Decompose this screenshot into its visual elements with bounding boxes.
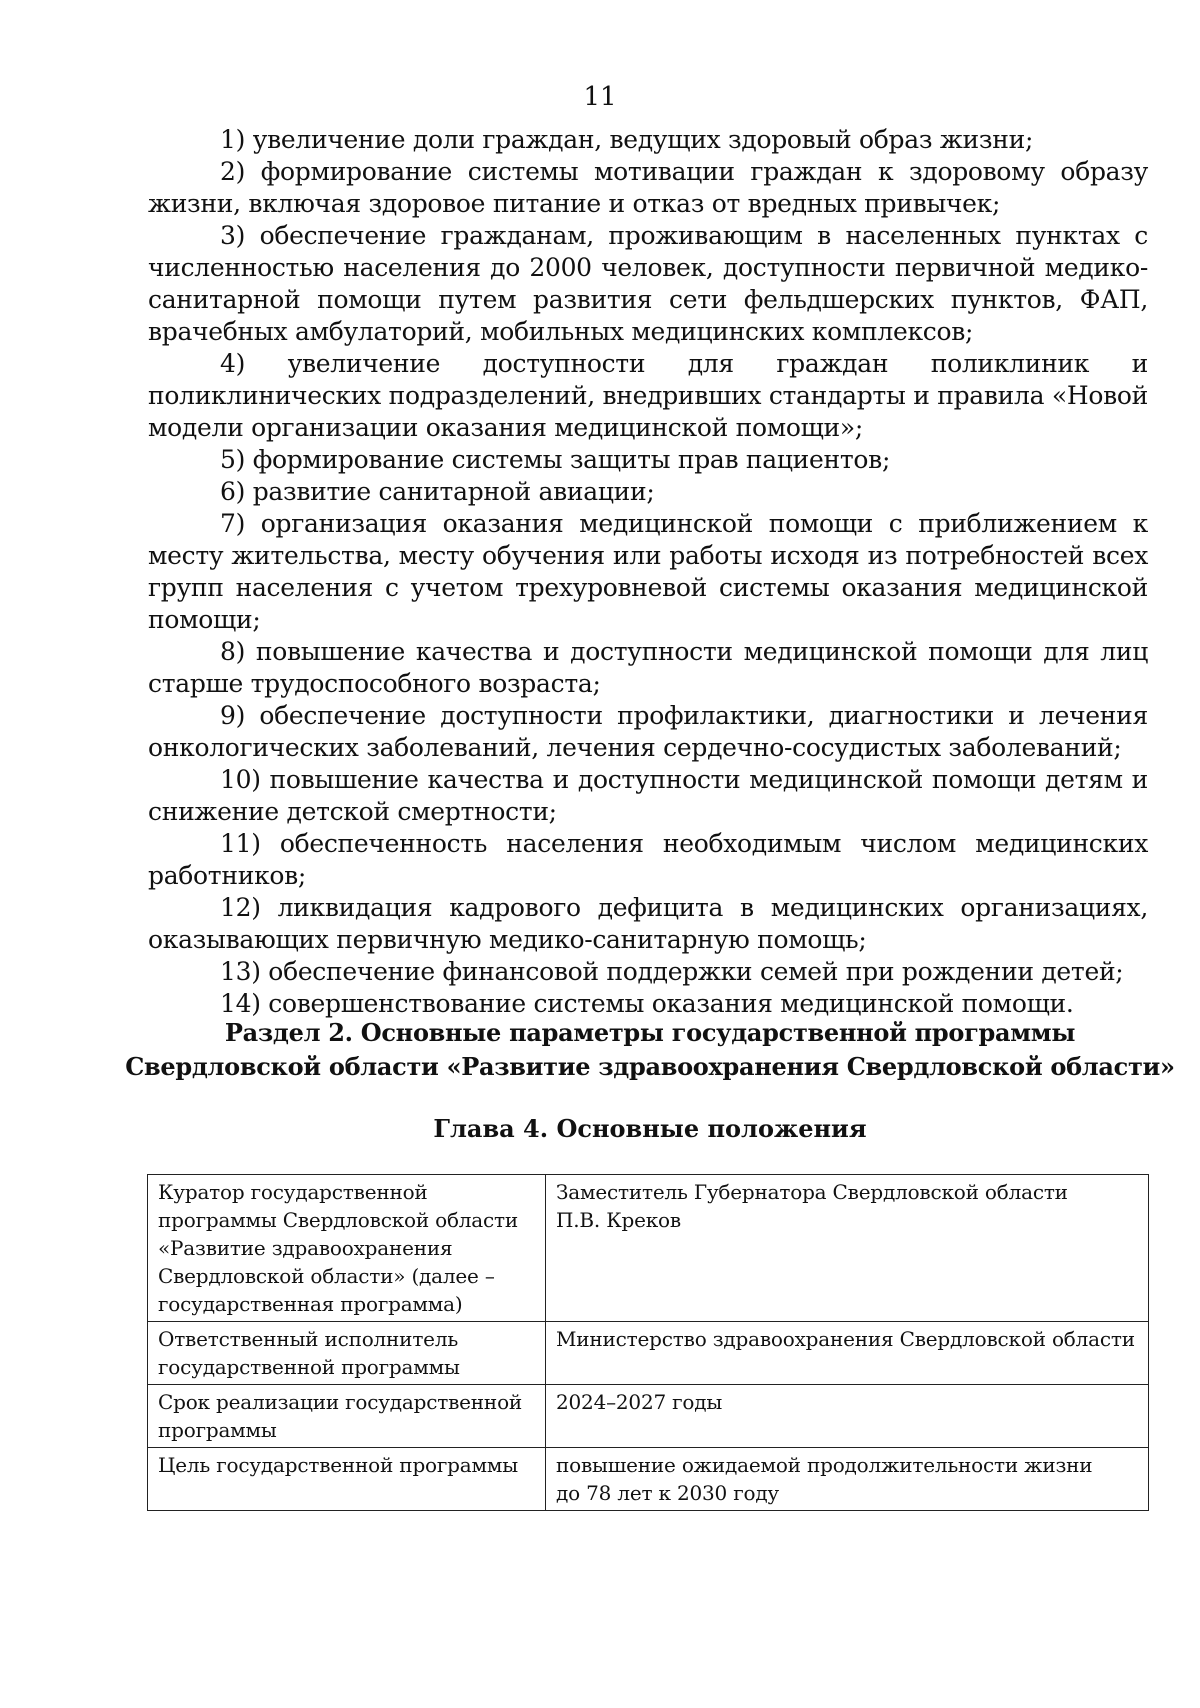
cell-line: Срок реализации государственной [158, 1390, 523, 1414]
table-cell-value [546, 1175, 1149, 1322]
cell-line: «Развитие здравоохранения [158, 1236, 453, 1260]
cell-line: Министерство здравоохранения Свердловской области [556, 1327, 1135, 1351]
cell-line: до 78 лет к 2030 году [556, 1481, 779, 1505]
list-item: 10) повышение качества и доступности медицинской помощи детям и снижение детской смертности; [148, 765, 1148, 826]
list-item: 3) обеспечение гражданам, проживающим в населенных пунктах с численностью населения до 2000 человек, доступности первичной медико-санитарной помощи путем развития сети фельдшерских пунктов, ФАП, врачебных амбулаторий, мобильных медицинских комплексов; [148, 221, 1148, 346]
cell-line: программы [158, 1418, 277, 1442]
list-item: 5) формирование системы защиты прав пациентов; [220, 445, 891, 474]
table-cell-label [148, 1385, 546, 1448]
section-heading [100, 1016, 1200, 1084]
list-item: 9) обеспечение доступности профилактики, диагностики и лечения онкологических заболеваний, лечения сердечно-сосудистых заболеваний; [148, 701, 1148, 762]
cell-line: программы Свердловской области [158, 1208, 519, 1232]
table-row [148, 1385, 1149, 1448]
cell-line: Цель государственной программы [158, 1453, 518, 1477]
list-item: 6) развитие санитарной авиации; [220, 477, 655, 506]
cell-line: П.В. Креков [556, 1208, 681, 1232]
table-cell-value [546, 1448, 1149, 1511]
list-item: 7) организация оказания медицинской помощи с приближением к месту жительства, месту обучения или работы исходя из потребностей всех групп населения с учетом трехуровневой системы оказания медицинской помощи; [148, 509, 1148, 634]
cell-line: государственная программа) [158, 1292, 463, 1316]
list-item: 12) ликвидация кадрового дефицита в медицинских организациях, оказывающих первичную медико-санитарную помощь; [148, 893, 1148, 954]
table-cell-label [148, 1322, 546, 1385]
list-item: 13) обеспечение финансовой поддержки семей при рождении детей; [220, 957, 1124, 986]
list-item: 14) совершенствование системы оказания медицинской помощи. [220, 989, 1074, 1018]
table-cell-label [148, 1448, 546, 1511]
cell-line: повышение ожидаемой продолжительности жизни [556, 1453, 1093, 1477]
table-cell-value [546, 1322, 1149, 1385]
cell-line: Свердловской области» (далее – [158, 1264, 495, 1288]
list-item: 4) увеличение доступности для граждан поликлиник и поликлинических подразделений, внедривших стандарты и правила «Новой модели организации оказания медицинской помощи»; [148, 349, 1148, 442]
page-number: 11 [583, 82, 617, 112]
chapter-heading: Глава 4. Основные положения [433, 1114, 867, 1143]
cell-line: государственной программы [158, 1355, 460, 1379]
section-heading-line: Свердловской области «Развитие здравоохранения Свердловской области» [125, 1052, 1175, 1081]
table-row [148, 1322, 1149, 1385]
list-item: 1) увеличение доли граждан, ведущих здоровый образ жизни; [220, 125, 1034, 154]
goals-list [148, 124, 1148, 1020]
table-cell-label [148, 1175, 546, 1322]
list-item: 8) повышение качества и доступности медицинской помощи для лиц старше трудоспособного возраста; [148, 637, 1148, 698]
cell-line: 2024–2027 годы [556, 1390, 723, 1414]
cell-line: Заместитель Губернатора Свердловской области [556, 1180, 1068, 1204]
table-cell-value [546, 1385, 1149, 1448]
list-item: 2) формирование системы мотивации граждан к здоровому образу жизни, включая здоровое питание и отказ от вредных привычек; [148, 157, 1148, 218]
cell-line: Ответственный исполнитель [158, 1327, 459, 1351]
table-row [148, 1175, 1149, 1322]
section-heading-line: Раздел 2. Основные параметры государственной программы [224, 1018, 1076, 1047]
table-row [148, 1448, 1149, 1511]
cell-line: Куратор государственной [158, 1180, 428, 1204]
list-item: 11) обеспеченность населения необходимым числом медицинских работников; [148, 829, 1148, 890]
program-parameters-table [147, 1174, 1149, 1511]
